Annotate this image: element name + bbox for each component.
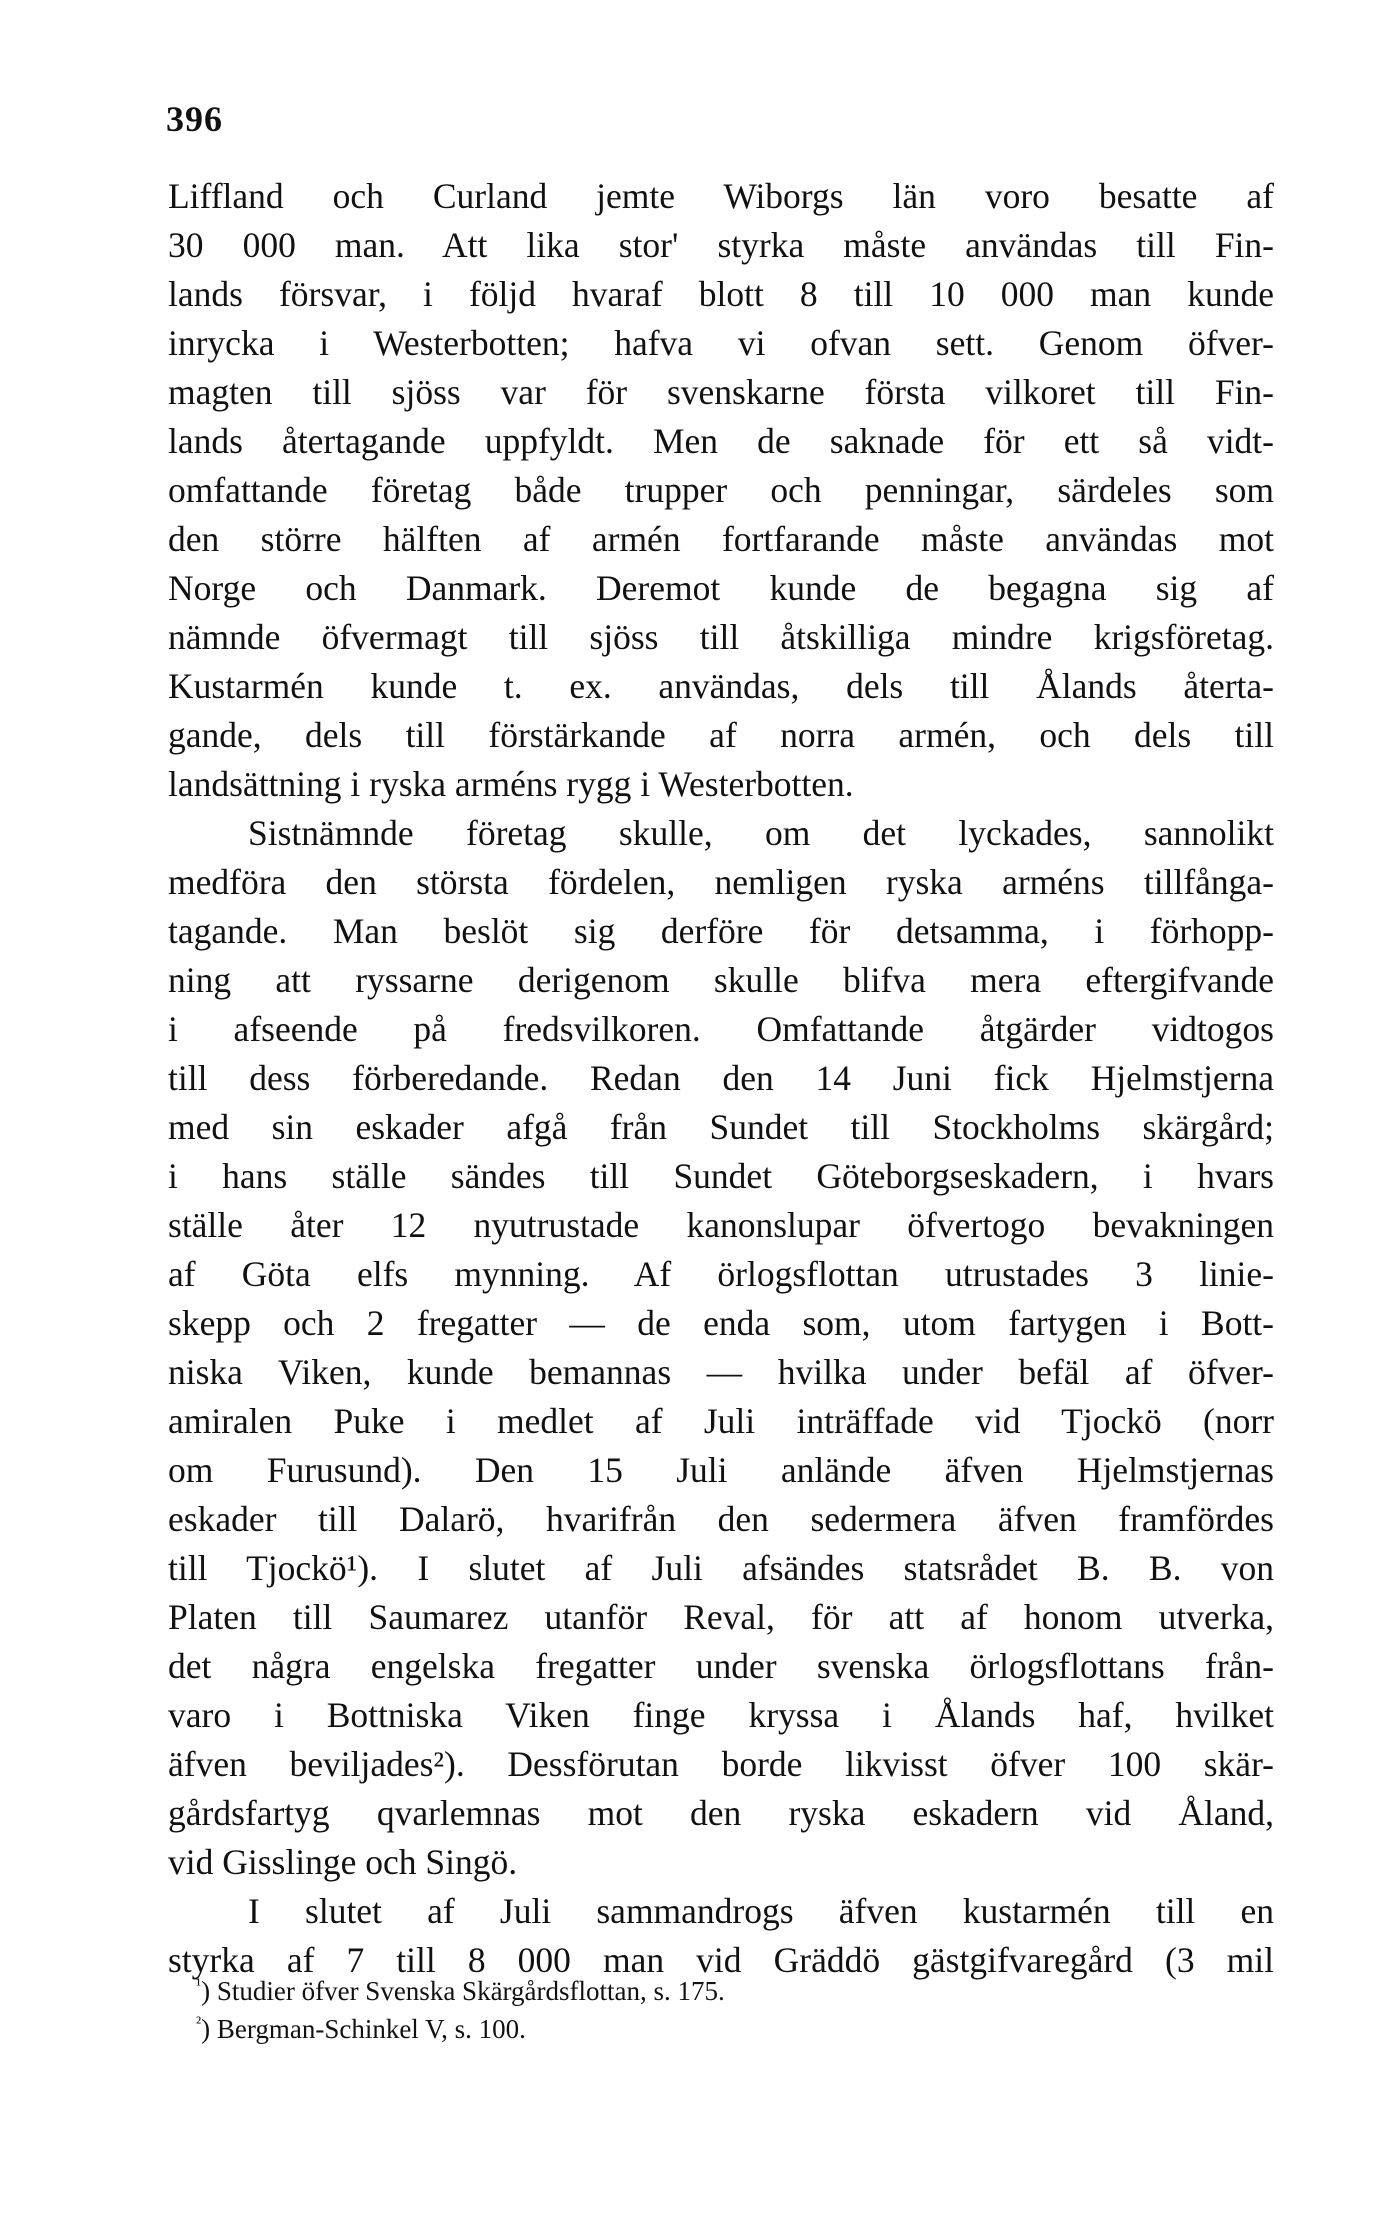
text-line: med sin eskader afgå från Sundet till Stockholms skärgård; (168, 1107, 1274, 1147)
paragraph-1 (168, 172, 1274, 809)
text-line: 30 000 man. Att lika stor' styrka måste användas till Fin- (168, 225, 1274, 265)
footnote-text: ) Bergman-Schinkel V, s. 100. (201, 2014, 526, 2044)
text-line: I slutet af Juli sammandrogs äfven kustarmén till en (248, 1891, 1274, 1931)
text-line: Kustarmén kunde t. ex. användas, dels till Ålands återta- (168, 666, 1274, 706)
text-line: vid Gisslinge och Singö. (168, 1842, 518, 1882)
paragraph-2 (168, 809, 1274, 1887)
text-line: till dess förberedande. Redan den 14 Juni fick Hjelmstjerna (168, 1058, 1274, 1098)
footnote-mark: ² (196, 2013, 202, 2032)
page-number: 396 (166, 99, 223, 139)
text-line: gårdsfartyg qvarlemnas mot den ryska eskadern vid Åland, (168, 1793, 1274, 1833)
text-line: om Furusund). Den 15 Juli anlände äfven Hjelmstjernas (168, 1450, 1274, 1490)
text-line: till Tjockö¹). I slutet af Juli afsändes statsrådet B. B. von (168, 1548, 1274, 1588)
footnotes (196, 1972, 1246, 2048)
paragraph-3 (168, 1887, 1274, 1985)
text-line: omfattande företag både trupper och penningar, särdeles som (168, 470, 1274, 510)
text-line: den större hälften af armén fortfarande måste användas mot (168, 519, 1274, 559)
footnote-mark: ¹ (196, 1975, 202, 1994)
text-line: niska Viken, kunde bemannas — hvilka under befäl af öfver- (168, 1352, 1274, 1392)
text-line: amiralen Puke i medlet af Juli inträffade vid Tjockö (norr (168, 1401, 1274, 1441)
text-line: lands försvar, i följd hvaraf blott 8 till 10 000 man kunde (168, 274, 1274, 314)
text-line: tagande. Man beslöt sig derföre för detsamma, i förhopp- (168, 911, 1274, 951)
text-line: äfven beviljades²). Dessförutan borde likvisst öfver 100 skär- (168, 1744, 1274, 1784)
footnote (196, 2010, 1246, 2048)
text-line: Platen till Saumarez utanför Reval, för att af honom utverka, (168, 1597, 1274, 1637)
text-line: det några engelska fregatter under svenska örlogsflottans från- (168, 1646, 1274, 1686)
text-line: medföra den största fördelen, nemligen ryska arméns tillfånga- (168, 862, 1274, 902)
text-line: magten till sjöss var för svenskarne första vilkoret till Fin- (168, 372, 1274, 412)
text-line: ning att ryssarne derigenom skulle blifva mera eftergifvande (168, 960, 1274, 1000)
text-line: landsättning i ryska arméns rygg i Westerbotten. (168, 764, 854, 804)
text-line: nämnde öfvermagt till sjöss till åtskilliga mindre krigsföretag. (168, 617, 1274, 657)
body-text (168, 172, 1274, 1985)
text-line: Norge och Danmark. Deremot kunde de begagna sig af (168, 568, 1274, 608)
text-line: i hans ställe sändes till Sundet Göteborgseskadern, i hvars (168, 1156, 1274, 1196)
footnote-text: ) Studier öfver Svenska Skärgårdsflottan, s. 175. (201, 1976, 725, 2006)
text-line: skepp och 2 fregatter — de enda som, utom fartygen i Bott- (168, 1303, 1274, 1343)
text-line: Liffland och Curland jemte Wiborgs län voro besatte af (168, 176, 1274, 216)
text-line: gande, dels till förstärkande af norra armén, och dels till (168, 715, 1274, 755)
text-line: varo i Bottniska Viken finge kryssa i Ålands haf, hvilket (168, 1695, 1274, 1735)
text-line: af Göta elfs mynning. Af örlogsflottan utrustades 3 linie- (168, 1254, 1274, 1294)
text-line: inrycka i Westerbotten; hafva vi ofvan sett. Genom öfver- (168, 323, 1274, 363)
footnote (196, 1972, 1246, 2010)
text-line: Sistnämnde företag skulle, om det lyckades, sannolikt (248, 813, 1274, 853)
text-line: eskader till Dalarö, hvarifrån den sedermera äfven framfördes (168, 1499, 1274, 1539)
text-line: i afseende på fredsvilkoren. Omfattande åtgärder vidtogos (168, 1009, 1274, 1049)
text-line: lands återtagande uppfyldt. Men de saknade för ett så vidt- (168, 421, 1274, 461)
text-line: ställe åter 12 nyutrustade kanonslupar öfvertogo bevakningen (168, 1205, 1274, 1245)
text-line: styrka af 7 till 8 000 man vid Gräddö gästgifvaregård (3 mil (168, 1940, 1274, 1980)
